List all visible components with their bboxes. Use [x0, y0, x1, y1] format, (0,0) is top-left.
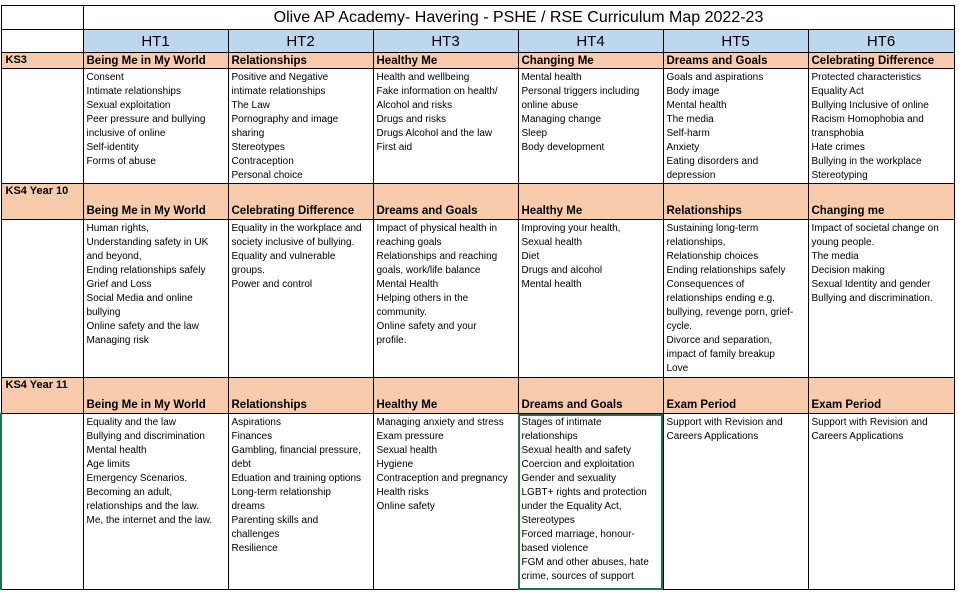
topic-item: relationships ending e.g. [666, 293, 775, 304]
theme-header[interactable]: Relationships [228, 378, 373, 414]
topic-item: Managing risk [86, 335, 149, 346]
topic-item: Resilience [231, 543, 278, 554]
topics-cell[interactable] [808, 220, 954, 378]
corner-cell[interactable] [1, 6, 83, 30]
theme-header[interactable]: Being Me in My World [83, 184, 228, 220]
curriculum-table [0, 5, 955, 590]
topic-item: transphobia [811, 128, 864, 139]
corner-cell[interactable] [1, 30, 83, 53]
topic-item: Equality and the law [86, 417, 177, 428]
stage-topics-row [1, 414, 954, 590]
topic-item: relationships [521, 431, 578, 442]
topic-item: Body image [666, 86, 720, 97]
topic-item: debt [231, 459, 251, 470]
topics-cell[interactable] [228, 414, 373, 590]
topic-item: groups. [231, 265, 265, 276]
topic-item: Relationship choices [666, 251, 759, 262]
topic-item: Eating disorders and [666, 156, 759, 167]
term-header[interactable]: HT2 [228, 30, 373, 53]
topic-item: Hygiene [376, 459, 414, 470]
topic-item: Grief and Loss [86, 279, 152, 290]
topic-item: FGM and other abuses, hate [521, 557, 649, 568]
theme-header[interactable]: Celebrating Difference [228, 184, 373, 220]
stage-blank-cell[interactable] [1, 414, 83, 590]
topic-item: The media [811, 251, 859, 262]
topic-item: online abuse [521, 100, 579, 111]
topics-cell[interactable] [373, 220, 518, 378]
topic-item: Stereotyping [811, 170, 868, 181]
topic-item: Sexual Identity and gender [811, 279, 931, 290]
topic-item: Equality in the workplace and [231, 223, 362, 234]
topic-item: Hate crimes [811, 142, 865, 153]
topic-item: Decision making [811, 265, 885, 276]
topic-item: sharing [231, 128, 265, 139]
topic-item: Racism Homophobia and [811, 114, 924, 125]
topic-item: Bullying Inclusive of online [811, 100, 929, 111]
topic-item: The media [666, 114, 714, 125]
stage-theme-row [1, 53, 954, 69]
topic-item: Impact of societal change on [811, 223, 939, 234]
theme-header[interactable]: Healthy Me [373, 53, 518, 69]
stage-label[interactable]: KS4 Year 11 [1, 378, 83, 414]
topic-item: Sexual exploitation [86, 100, 171, 111]
stage-label[interactable]: KS4 Year 10 [1, 184, 83, 220]
topics-cell[interactable] [518, 414, 663, 590]
topic-item: Fake information on health/ [376, 86, 498, 97]
topic-item: Sexual health [521, 237, 583, 248]
topic-item: dreams [231, 501, 265, 512]
topic-item: Mental health [521, 279, 582, 290]
topic-item: bullying [86, 307, 121, 318]
topic-item: Alcohol and risks [376, 100, 453, 111]
topic-item: Protected characteristics [811, 72, 921, 83]
topic-item: Coercion and exploitation [521, 459, 635, 470]
topics-cell[interactable] [373, 69, 518, 184]
topic-item: Contraception and pregnancy [376, 473, 508, 484]
topic-item: Online safety and your [376, 321, 477, 332]
topic-item: relationships, [666, 237, 726, 248]
topic-item: Self-identity [86, 142, 139, 153]
term-header[interactable]: HT4 [518, 30, 663, 53]
topic-item: Long-term relationship [231, 487, 331, 498]
topic-item: Bullying and discrimination. [811, 293, 933, 304]
topic-item: Managing change [521, 114, 602, 125]
topic-item: Personal choice [231, 170, 303, 181]
topic-item: LGBT+ rights and protection [521, 487, 647, 498]
topic-item: Drugs and risks [376, 114, 446, 125]
topic-item: under the Equality Act, [521, 501, 622, 512]
topic-item: Mental Health [376, 279, 439, 290]
topic-item: Intimate relationships [86, 86, 181, 97]
topic-item: Equality Act [811, 86, 864, 97]
topic-item: Consent [86, 72, 124, 83]
topic-item: Age limits [86, 459, 130, 470]
topic-item: Human rights, [86, 223, 149, 234]
stage-topics-row [1, 220, 954, 378]
topic-item: Careers Applications [811, 431, 904, 442]
topics-cell[interactable] [83, 414, 228, 590]
topic-item: Exam pressure [376, 431, 444, 442]
topics-cell[interactable] [663, 220, 808, 378]
topic-item: Consequences of [666, 279, 745, 290]
topic-item: Ending relationships safely [666, 265, 786, 276]
topics-cell[interactable] [663, 414, 808, 590]
topic-item: Helping others in the [376, 293, 469, 304]
topic-item: Becoming an adult, [86, 487, 173, 498]
topic-item: Drugs and alcohol [521, 265, 603, 276]
topic-item: bullying, revenge porn, grief- [666, 307, 794, 318]
theme-header[interactable]: Healthy Me [373, 378, 518, 414]
topic-item: Me, the internet and the law. [86, 515, 213, 526]
topics-cell[interactable] [83, 220, 228, 378]
topic-item: Stereotypes [231, 142, 285, 153]
topic-item: Impact of physical health in [376, 223, 498, 234]
topics-cell[interactable] [228, 69, 373, 184]
topic-item: Forced marriage, honour- [521, 529, 635, 540]
topic-item: Self-harm [666, 128, 710, 139]
topic-item: Diet [521, 251, 540, 262]
theme-header[interactable]: Being Me in My World [83, 53, 228, 69]
topic-item: Mental health [521, 72, 582, 83]
topic-item: Finances [231, 431, 273, 442]
topic-item: Understanding safety in UK [86, 237, 209, 248]
topic-item: Bullying in the workplace [811, 156, 922, 167]
topic-item: Love [666, 363, 689, 374]
topic-item: Emergency Scenarios. [86, 473, 188, 484]
topic-item: Ending relationships safely [86, 265, 206, 276]
topic-item: Personal triggers including [521, 86, 640, 97]
topics-cell[interactable] [663, 69, 808, 184]
theme-header[interactable]: Healthy Me [518, 184, 663, 220]
topic-item: Sexual health [376, 445, 438, 456]
theme-header[interactable]: Exam Period [663, 378, 808, 414]
stage-blank-cell[interactable] [1, 69, 83, 184]
topic-item: Sleep [521, 128, 548, 139]
topic-item: inclusive of online [86, 128, 166, 139]
topic-item: Goals and aspirations [666, 72, 764, 83]
topic-item: Positive and Negative [231, 72, 329, 83]
topics-cell[interactable] [808, 69, 954, 184]
topic-item: goals, work/life balance [376, 265, 481, 276]
topics-cell[interactable] [83, 69, 228, 184]
topic-item: Body development [521, 142, 605, 153]
topic-item: Contraception [231, 156, 294, 167]
topic-item: The Law [231, 100, 270, 111]
topic-item: Power and control [231, 279, 313, 290]
topic-item: Peer pressure and bullying [86, 114, 206, 125]
stage-topics-row [1, 69, 954, 184]
theme-header[interactable]: Exam Period [808, 378, 954, 414]
topic-item: Gender and sexuality [521, 473, 617, 484]
topic-item: young people. [811, 237, 875, 248]
theme-header[interactable]: Being Me in My World [83, 378, 228, 414]
topic-item: Online safety [376, 501, 435, 512]
topics-cell[interactable] [373, 414, 518, 590]
topic-item: First aid [376, 142, 413, 153]
topic-item: Social Media and online [86, 293, 193, 304]
topic-item: Bullying and discrimination [86, 431, 205, 442]
term-header-row [1, 30, 954, 53]
topics-cell[interactable] [518, 220, 663, 378]
topic-item: Mental health [86, 445, 147, 456]
term-header[interactable]: HT3 [373, 30, 518, 53]
topic-item: Aspirations [231, 417, 281, 428]
topic-item: impact of family breakup [666, 349, 775, 360]
topic-item: relationships and the law. [86, 501, 199, 512]
topic-item: society inclusive of bullying. [231, 237, 355, 248]
theme-header[interactable]: Dreams and Goals [663, 53, 808, 69]
topic-item: Eduation and training options [231, 473, 362, 484]
page-title[interactable]: Olive AP Academy- Havering - PSHE / RSE Curriculum Map 2022-23 [83, 6, 954, 30]
theme-header[interactable]: Changing me [808, 184, 954, 220]
topic-item: Careers Applications [666, 431, 759, 442]
term-header[interactable]: HT1 [83, 30, 228, 53]
theme-header[interactable]: Changing Me [518, 53, 663, 69]
term-header[interactable]: HT5 [663, 30, 808, 53]
topic-item: Improving your health, [521, 223, 621, 234]
topic-item: Sustaining long-term [666, 223, 759, 234]
topic-item: depression [666, 170, 716, 181]
topic-item: Support with Revision and [666, 417, 783, 428]
topic-item: Stages of intimate [521, 417, 602, 428]
topic-item: Mental health [666, 100, 727, 111]
stage-label[interactable]: KS3 [1, 53, 83, 69]
topic-item: Equality and vulnerable [231, 251, 336, 262]
topic-item: community. [376, 307, 427, 318]
topic-item: Parenting skills and [231, 515, 319, 526]
topics-cell[interactable] [808, 414, 954, 590]
term-header[interactable]: HT6 [808, 30, 954, 53]
topic-item: Managing anxiety and stress [376, 417, 504, 428]
topic-item: profile. [376, 335, 407, 346]
topic-item: intimate relationships [231, 86, 326, 97]
topic-item: Online safety and the law [86, 321, 199, 332]
topics-cell[interactable] [228, 220, 373, 378]
stage-blank-cell[interactable] [1, 220, 83, 378]
stage-theme-row [1, 378, 954, 414]
topic-item: Forms of abuse [86, 156, 156, 167]
stage-theme-row [1, 184, 954, 220]
theme-header[interactable]: Dreams and Goals [518, 378, 663, 414]
topic-item: Gambling, financial pressure, [231, 445, 362, 456]
topic-item: Drugs Alcohol and the law [376, 128, 493, 139]
topic-item: crime, sources of support [521, 571, 634, 582]
theme-header[interactable]: Relationships [228, 53, 373, 69]
topic-item: Divorce and separation, [666, 335, 773, 346]
topic-item: cycle. [666, 321, 693, 332]
topic-item: based violence [521, 543, 589, 554]
topic-item: Sexual health and safety [521, 445, 632, 456]
theme-header[interactable]: Dreams and Goals [373, 184, 518, 220]
theme-header[interactable]: Relationships [663, 184, 808, 220]
topic-item: Pornography and image [231, 114, 339, 125]
topic-item: Support with Revision and [811, 417, 928, 428]
theme-header[interactable]: Celebrating Difference [808, 53, 954, 69]
topics-cell[interactable] [518, 69, 663, 184]
topic-item: Health and wellbeing [376, 72, 470, 83]
title-row [1, 6, 954, 30]
topic-item: Stereotypes [521, 515, 575, 526]
topic-item: reaching goals [376, 237, 442, 248]
topic-item: Health risks [376, 487, 429, 498]
topic-item: and beyond, [86, 251, 142, 262]
topic-item: Anxiety [666, 142, 700, 153]
topic-item: challenges [231, 529, 280, 540]
topic-item: Relationships and reaching [376, 251, 498, 262]
